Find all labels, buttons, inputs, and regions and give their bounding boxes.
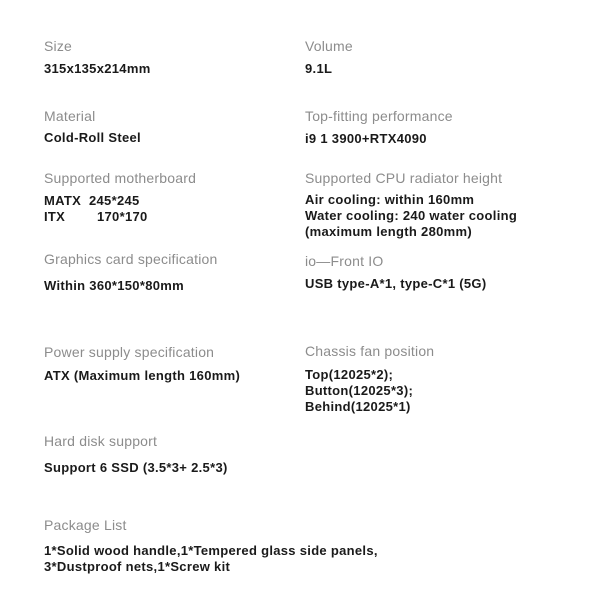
cpu-radiator-label: Supported CPU radiator height (305, 170, 503, 186)
motherboard-row-matx (44, 193, 148, 209)
package-line: 1*Solid wood handle,1*Tempered glass side panels, (44, 543, 378, 558)
fan-position-value (305, 367, 413, 415)
motherboard-row-itx (44, 209, 148, 225)
motherboard-name: MATX (44, 193, 82, 208)
package-line: 3*Dustproof nets,1*Screw kit (44, 559, 231, 574)
hard-disk-value: Support 6 SSD (3.5*3+ 2.5*3) (44, 460, 228, 475)
power-supply-label: Power supply specification (44, 344, 215, 360)
top-performance-label: Top-fitting performance (305, 108, 453, 124)
motherboard-name: ITX (44, 209, 66, 224)
fan-position-line: Behind(12025*1) (305, 399, 411, 414)
cpu-radiator-line: Water cooling: 240 water cooling (305, 208, 518, 223)
graphics-card-label: Graphics card specification (44, 251, 218, 267)
package-label: Package List (44, 517, 127, 533)
motherboard-size: 245*245 (89, 193, 140, 208)
power-supply-value: ATX (Maximum length 160mm) (44, 368, 241, 383)
hard-disk-label: Hard disk support (44, 433, 158, 449)
material-label: Material (44, 108, 96, 124)
cpu-radiator-line: Air cooling: within 160mm (305, 192, 475, 207)
package-value (44, 543, 378, 575)
front-io-value: USB type-A*1, type-C*1 (5G) (305, 276, 487, 291)
motherboard-size: 170*170 (97, 209, 148, 224)
graphics-card-value: Within 360*150*80mm (44, 278, 184, 293)
volume-label: Volume (305, 38, 353, 54)
front-io-label: io—Front IO (305, 253, 384, 269)
material-value: Cold-Roll Steel (44, 130, 141, 145)
motherboard-values (44, 193, 148, 225)
fan-position-line: Top(12025*2); (305, 367, 394, 382)
volume-value: 9.1L (305, 61, 333, 76)
size-value: 315x135x214mm (44, 61, 151, 76)
cpu-radiator-value (305, 192, 517, 240)
fan-position-line: Button(12025*3); (305, 383, 414, 398)
top-performance-value: i9 1 3900+RTX4090 (305, 131, 427, 146)
motherboard-label: Supported motherboard (44, 170, 197, 186)
size-label: Size (44, 38, 73, 54)
fan-position-label: Chassis fan position (305, 343, 435, 359)
cpu-radiator-line: (maximum length 280mm) (305, 224, 472, 239)
